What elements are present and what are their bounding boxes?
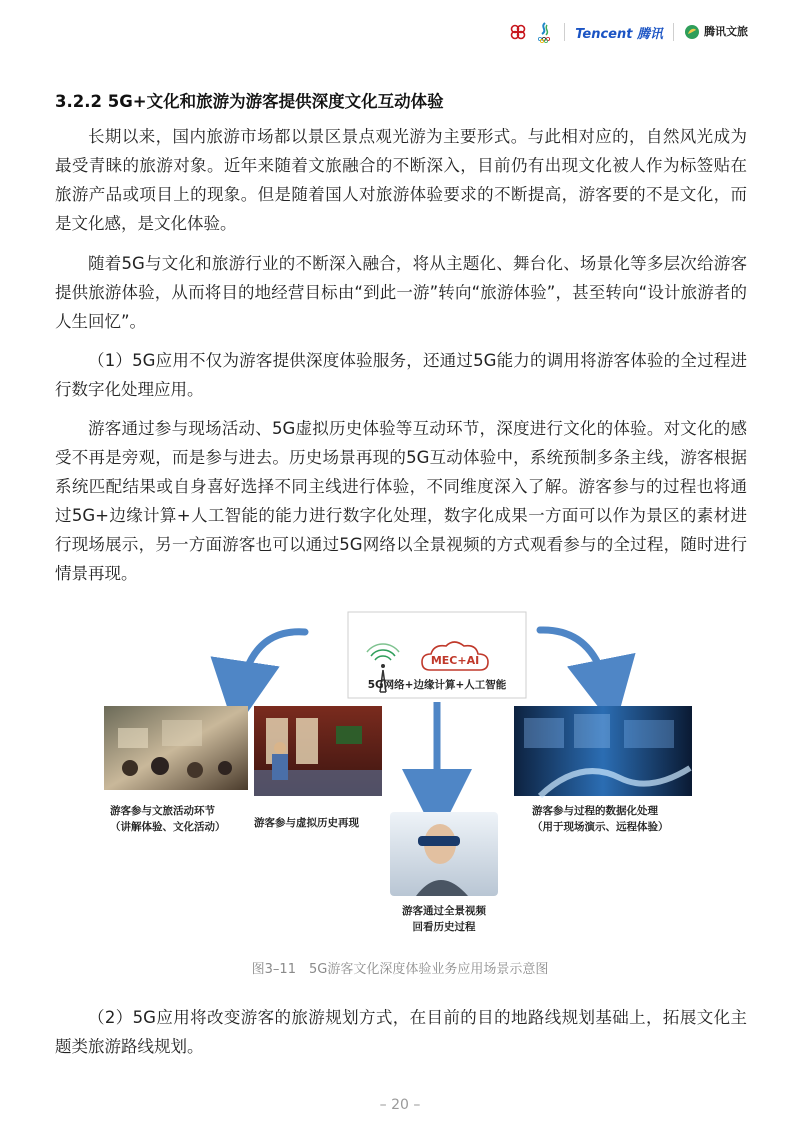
- header-separator: [564, 23, 565, 41]
- tencent-travel-logo: [684, 24, 748, 40]
- panel-panoramic-video: [390, 812, 498, 933]
- curved-arrow-left: [240, 632, 305, 696]
- section-title: 3.2.2 5G+文化和旅游为游客提供深度文化互动体验: [55, 92, 444, 111]
- header-logos: [510, 14, 748, 50]
- panel-label-line: 游客通过全景视频: [402, 905, 486, 917]
- tencent-logo: Tencent 腾讯: [575, 26, 663, 42]
- china-unicom-knot-icon: [510, 24, 526, 40]
- china-unicom-logo: [510, 24, 526, 40]
- tencent-travel-name: 腾讯文旅: [704, 25, 748, 38]
- panel-label-line: 游客参与虚拟历史再现: [254, 817, 359, 829]
- curved-arrow-right: [540, 630, 608, 694]
- panel-label-line: （讲解体验、文化活动）: [110, 821, 226, 833]
- panel-label-line: （用于现场演示、远程体验）: [532, 821, 669, 833]
- panel-label-line: 回看历史过程: [412, 921, 476, 933]
- paragraph-2: 随着5G与文化和旅游行业的不断深入融合，将从主题化、舞台化、场景化等多层次给游客提供旅游体验，从而将目的地经营目标由“到此一游”转向“旅游体验”，甚至转向“设计旅游者的人生回忆”。: [55, 254, 747, 331]
- paragraph-3: （1）5G应用不仅为游客提供深度体验服务，还通过5G能力的调用将游客体验的全过程进行数字化处理应用。: [55, 351, 747, 399]
- paragraph-1: 长期以来，国内旅游市场都以景区景点观光游为主要形式。与此相对应的，自然风光成为最受青睐的旅游对象。近年来随着文旅融合的不断深入，目前仍有出现文化被人作为标签贴在旅游产品或项目上的现象。但是随着国人对旅游体验要求的不断提高，游客要的不是文化，而是文化感，是文化体验。: [55, 127, 747, 233]
- figure-caption: 图3–11 5G游客文化深度体验业务应用场景示意图: [251, 962, 549, 977]
- olympic-emblem-icon: [536, 21, 554, 43]
- header-separator: [673, 23, 674, 41]
- center-box-label: 5G网络+边缘计算+人工智能: [367, 679, 507, 691]
- paragraph-4: 游客通过参与现场活动、5G虚拟历史体验等互动环节，深度进行文化的体验。对文化的感受不再是旁观，而是参与进去。历史场景再现的5G互动体验中，系统预制多条主线，游客根据系统匹配结果或自身喜好选择不同主线进行体验，不同维度深入了解。游客参与的过程也将通过5G+边缘计算+人工智能的能力进行数字化处理，数字化成果一方面可以作为景区的素材进行现场展示，另一方面游客也可以通过5G网络以全景视频的方式观看参与的全过程，随时进行情景再现。: [55, 419, 747, 583]
- paragraph-5: （2）5G应用将改变游客的旅游规划方式，在目前的目的地路线规划基础上，拓展文化主题类旅游路线规划。: [55, 1008, 747, 1056]
- figure-diagram: [100, 608, 700, 944]
- panel-label-line: 游客参与过程的数据化处理: [532, 805, 658, 817]
- page-number: – 20 –: [379, 1097, 421, 1113]
- panel-data-processing: [514, 706, 692, 833]
- cloud-label: MEC+AI: [430, 654, 480, 667]
- panel-cultural-activity: [104, 706, 248, 833]
- center-network-box: [348, 612, 526, 698]
- tencent-travel-leaf-icon: [684, 24, 700, 40]
- panel-label-line: 游客参与文旅活动环节: [110, 805, 215, 817]
- panel-virtual-history: [254, 706, 382, 829]
